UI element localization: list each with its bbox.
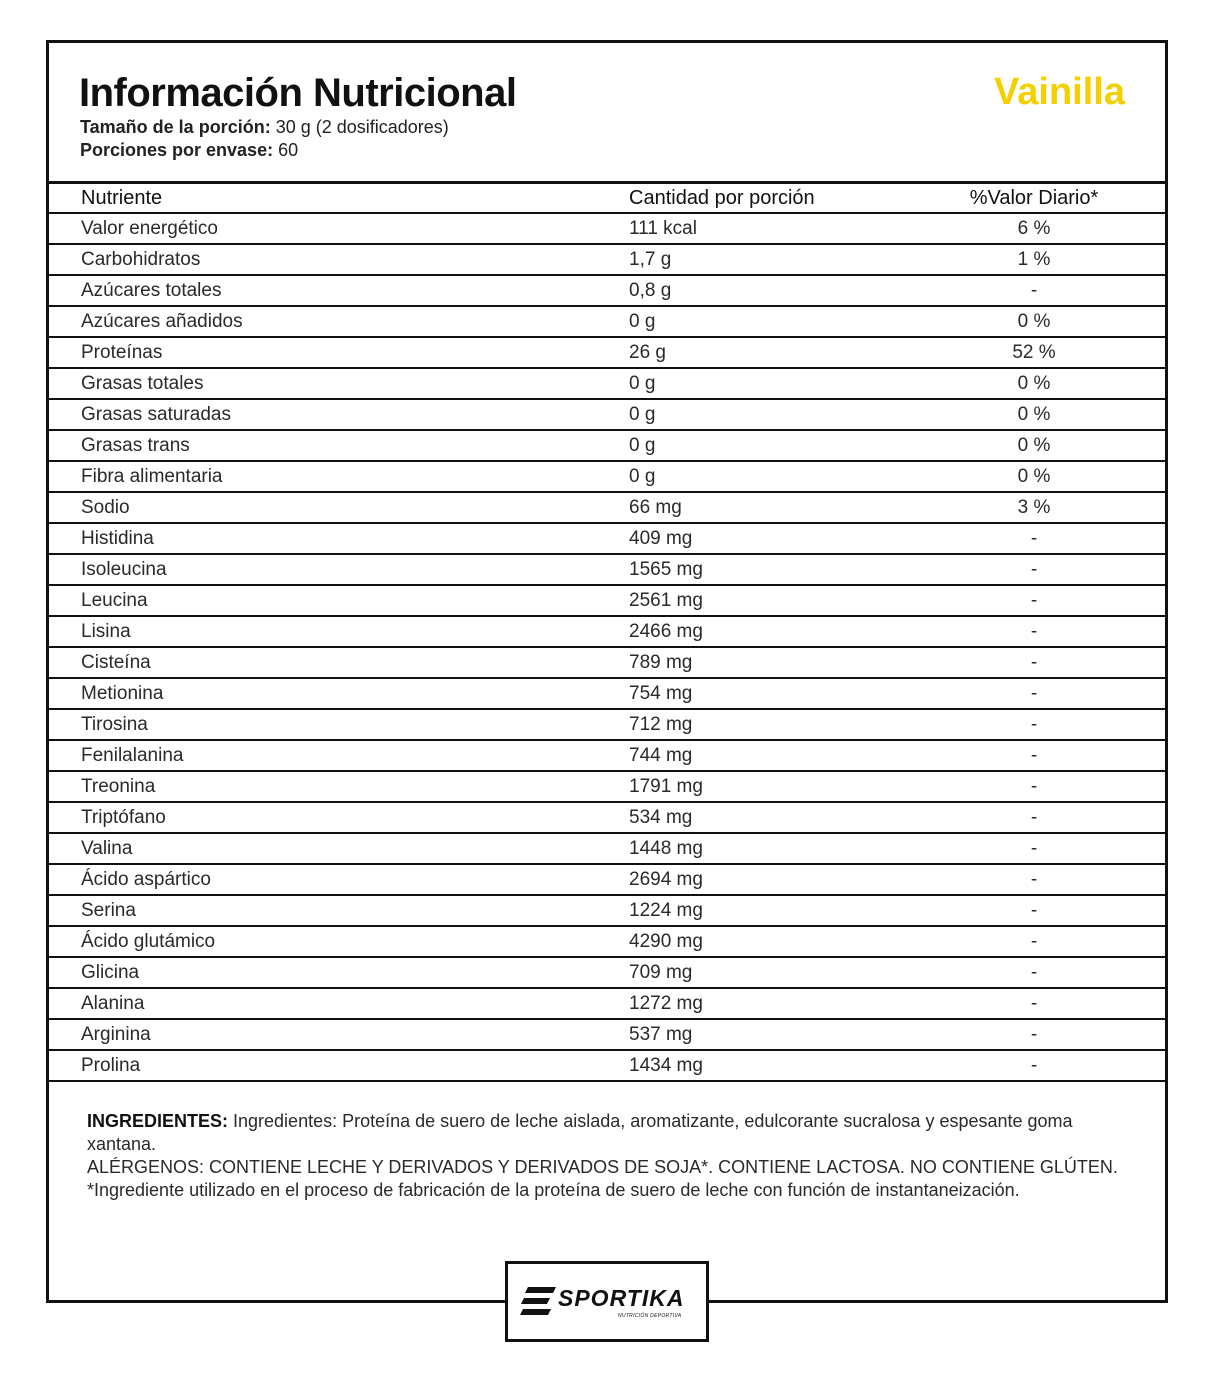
table-row	[49, 741, 1165, 772]
nutrient-name: Cisteína	[81, 652, 151, 673]
ingredients-footnote: *Ingrediente utilizado en el proceso de fabricación de la proteína de suero de leche con función de instantaneización.	[87, 1180, 1020, 1200]
nutrient-amount: 744 mg	[629, 745, 693, 766]
nutrient-amount: 2561 mg	[629, 590, 703, 611]
nutrient-name: Isoleucina	[81, 559, 167, 580]
table-row	[49, 710, 1165, 741]
nutrient-amount: 0,8 g	[629, 280, 672, 301]
nutrient-amount: 709 mg	[629, 962, 693, 983]
nutrient-name: Alanina	[81, 993, 145, 1014]
nutrient-daily-value: 0 %	[1017, 404, 1051, 425]
table-row	[49, 431, 1165, 462]
nutrient-name: Triptófano	[81, 807, 166, 828]
nutrient-amount: 2466 mg	[629, 621, 703, 642]
nutrient-daily-value: 3 %	[1017, 497, 1051, 518]
nutrient-daily-value: -	[1030, 1024, 1038, 1045]
nutrient-amount: 754 mg	[629, 683, 693, 704]
table-row	[49, 555, 1165, 586]
nutrient-name: Fibra alimentaria	[81, 466, 223, 487]
table-row	[49, 927, 1165, 958]
table-row	[49, 648, 1165, 679]
nutrient-name: Grasas trans	[81, 435, 190, 456]
nutrient-daily-value: -	[1030, 621, 1038, 642]
table-row	[49, 245, 1165, 276]
table-row	[49, 803, 1165, 834]
nutrient-name: Prolina	[81, 1055, 141, 1076]
column-header-daily-value: %Valor Diario*	[969, 187, 1099, 209]
table-row	[49, 834, 1165, 865]
table-row	[49, 865, 1165, 896]
table-row	[49, 586, 1165, 617]
column-header-nutrient: Nutriente	[81, 187, 163, 209]
logo-tagline: NUTRICIÓN DEPORTIVA	[618, 1313, 682, 1319]
nutrient-daily-value: -	[1030, 559, 1038, 580]
nutrient-daily-value: -	[1030, 745, 1038, 766]
nutrient-amount: 534 mg	[629, 807, 693, 828]
nutrient-amount: 712 mg	[629, 714, 693, 735]
nutrient-amount: 2694 mg	[629, 869, 703, 890]
nutrient-name: Lisina	[81, 621, 131, 642]
nutrient-daily-value: -	[1030, 528, 1038, 549]
nutrient-daily-value: 0 %	[1017, 466, 1051, 487]
nutrient-amount: 1791 mg	[629, 776, 703, 797]
nutrient-name: Arginina	[81, 1024, 151, 1045]
table-row	[49, 276, 1165, 307]
table-row	[49, 896, 1165, 927]
nutrient-daily-value: -	[1030, 931, 1038, 952]
nutrient-amount: 1565 mg	[629, 559, 703, 580]
serving-size-label: Tamaño de la porción:	[80, 117, 271, 137]
nutrient-daily-value: -	[1030, 714, 1038, 735]
nutrient-daily-value: -	[1030, 280, 1038, 301]
nutrient-name: Azúcares añadidos	[81, 311, 243, 332]
nutrient-name: Grasas saturadas	[81, 404, 231, 425]
column-header-amount: Cantidad por porción	[629, 187, 815, 209]
nutrient-name: Tirosina	[81, 714, 148, 735]
table-row	[49, 307, 1165, 338]
table-row	[49, 772, 1165, 803]
table-row	[49, 400, 1165, 431]
nutrient-amount: 26 g	[629, 342, 666, 363]
servings-value: 60	[273, 140, 299, 160]
nutrient-amount: 0 g	[629, 466, 656, 487]
table-row	[49, 462, 1165, 493]
nutrient-daily-value: -	[1030, 993, 1038, 1014]
allergens-text: ALÉRGENOS: CONTIENE LECHE Y DERIVADOS Y DERIVADOS DE SOJA*. CONTIENE LACTOSA. NO CONTIENE GLÚTEN.	[87, 1157, 1118, 1177]
nutrient-daily-value: -	[1030, 590, 1038, 611]
logo-brand-text: SPORTIKA	[558, 1285, 685, 1311]
table-row	[49, 958, 1165, 989]
nutrient-daily-value: 0 %	[1017, 373, 1051, 394]
nutrient-name: Treonina	[81, 776, 156, 797]
nutrient-name: Valina	[81, 838, 133, 859]
table-row	[49, 617, 1165, 648]
nutrient-name: Ácido aspártico	[81, 869, 211, 890]
table-row	[49, 1051, 1165, 1082]
nutrient-daily-value: -	[1030, 776, 1038, 797]
nutrient-amount: 1434 mg	[629, 1055, 703, 1076]
serving-size	[80, 117, 449, 138]
nutrient-name: Carbohidratos	[81, 249, 201, 270]
table-row	[49, 214, 1165, 245]
table-row	[49, 524, 1165, 555]
ingredients-text: Ingredientes: Proteína de suero de leche aislada, aromatizante, edulcorante sucralosa y espesante goma xantana.	[87, 1111, 1073, 1154]
nutrient-daily-value: 1 %	[1017, 249, 1051, 270]
nutrient-name: Leucina	[81, 590, 148, 611]
nutrition-label	[46, 40, 1168, 1303]
nutrient-amount: 1448 mg	[629, 838, 703, 859]
nutrient-daily-value: -	[1030, 900, 1038, 921]
nutrient-amount: 789 mg	[629, 652, 693, 673]
ingredients-paragraph	[87, 1110, 1127, 1156]
nutrient-name: Valor energético	[81, 218, 218, 239]
nutrient-amount: 4290 mg	[629, 931, 703, 952]
nutrient-name: Fenilalanina	[81, 745, 184, 766]
nutrient-daily-value: -	[1030, 962, 1038, 983]
nutrient-name: Azúcares totales	[81, 280, 222, 301]
nutrient-name: Histidina	[81, 528, 154, 549]
nutrient-daily-value: -	[1030, 869, 1038, 890]
nutrient-amount: 0 g	[629, 404, 656, 425]
serving-size-value: 30 g (2 dosificadores)	[270, 117, 449, 137]
table-row	[49, 338, 1165, 369]
nutrient-amount: 537 mg	[629, 1024, 693, 1045]
table-header	[49, 181, 1165, 214]
logo-stripes-icon	[520, 1287, 556, 1315]
table-row	[49, 1020, 1165, 1051]
nutrient-name: Sodio	[81, 497, 130, 518]
table-row	[49, 369, 1165, 400]
nutrient-amount: 1,7 g	[629, 249, 672, 270]
nutrient-amount: 1272 mg	[629, 993, 703, 1014]
nutrient-daily-value: -	[1030, 683, 1038, 704]
nutrient-name: Metionina	[81, 683, 164, 704]
nutrient-daily-value: -	[1030, 1055, 1038, 1076]
nutrient-daily-value: 52 %	[1012, 342, 1056, 363]
nutrient-amount: 66 mg	[629, 497, 682, 518]
ingredients-label: INGREDIENTES:	[87, 1111, 229, 1131]
nutrient-amount: 0 g	[629, 311, 656, 332]
nutrient-daily-value: -	[1030, 807, 1038, 828]
servings-label: Porciones por envase:	[80, 140, 274, 160]
flavor-name: Vainilla	[994, 71, 1125, 113]
nutrient-amount: 0 g	[629, 373, 656, 394]
brand-logo	[505, 1261, 709, 1342]
nutrient-daily-value: 0 %	[1017, 311, 1051, 332]
nutrient-name: Grasas totales	[81, 373, 204, 394]
nutrient-daily-value: -	[1030, 652, 1038, 673]
table-row	[49, 679, 1165, 710]
nutrient-name: Proteínas	[81, 342, 163, 363]
nutrient-name: Ácido glutámico	[81, 931, 216, 952]
nutrient-amount: 0 g	[629, 435, 656, 456]
ingredients-section	[87, 1110, 1127, 1202]
nutrient-daily-value: -	[1030, 838, 1038, 859]
nutrient-name: Glicina	[81, 962, 140, 983]
nutrient-daily-value: 6 %	[1017, 218, 1051, 239]
nutrient-amount: 111 kcal	[629, 218, 697, 239]
label-title: Información Nutricional	[79, 71, 517, 115]
nutrient-table	[49, 181, 1165, 1082]
servings-per-container	[80, 140, 298, 161]
nutrient-amount: 1224 mg	[629, 900, 703, 921]
nutrient-name: Serina	[81, 900, 136, 921]
table-row	[49, 989, 1165, 1020]
table-row	[49, 493, 1165, 524]
nutrient-amount: 409 mg	[629, 528, 693, 549]
nutrient-daily-value: 0 %	[1017, 435, 1051, 456]
